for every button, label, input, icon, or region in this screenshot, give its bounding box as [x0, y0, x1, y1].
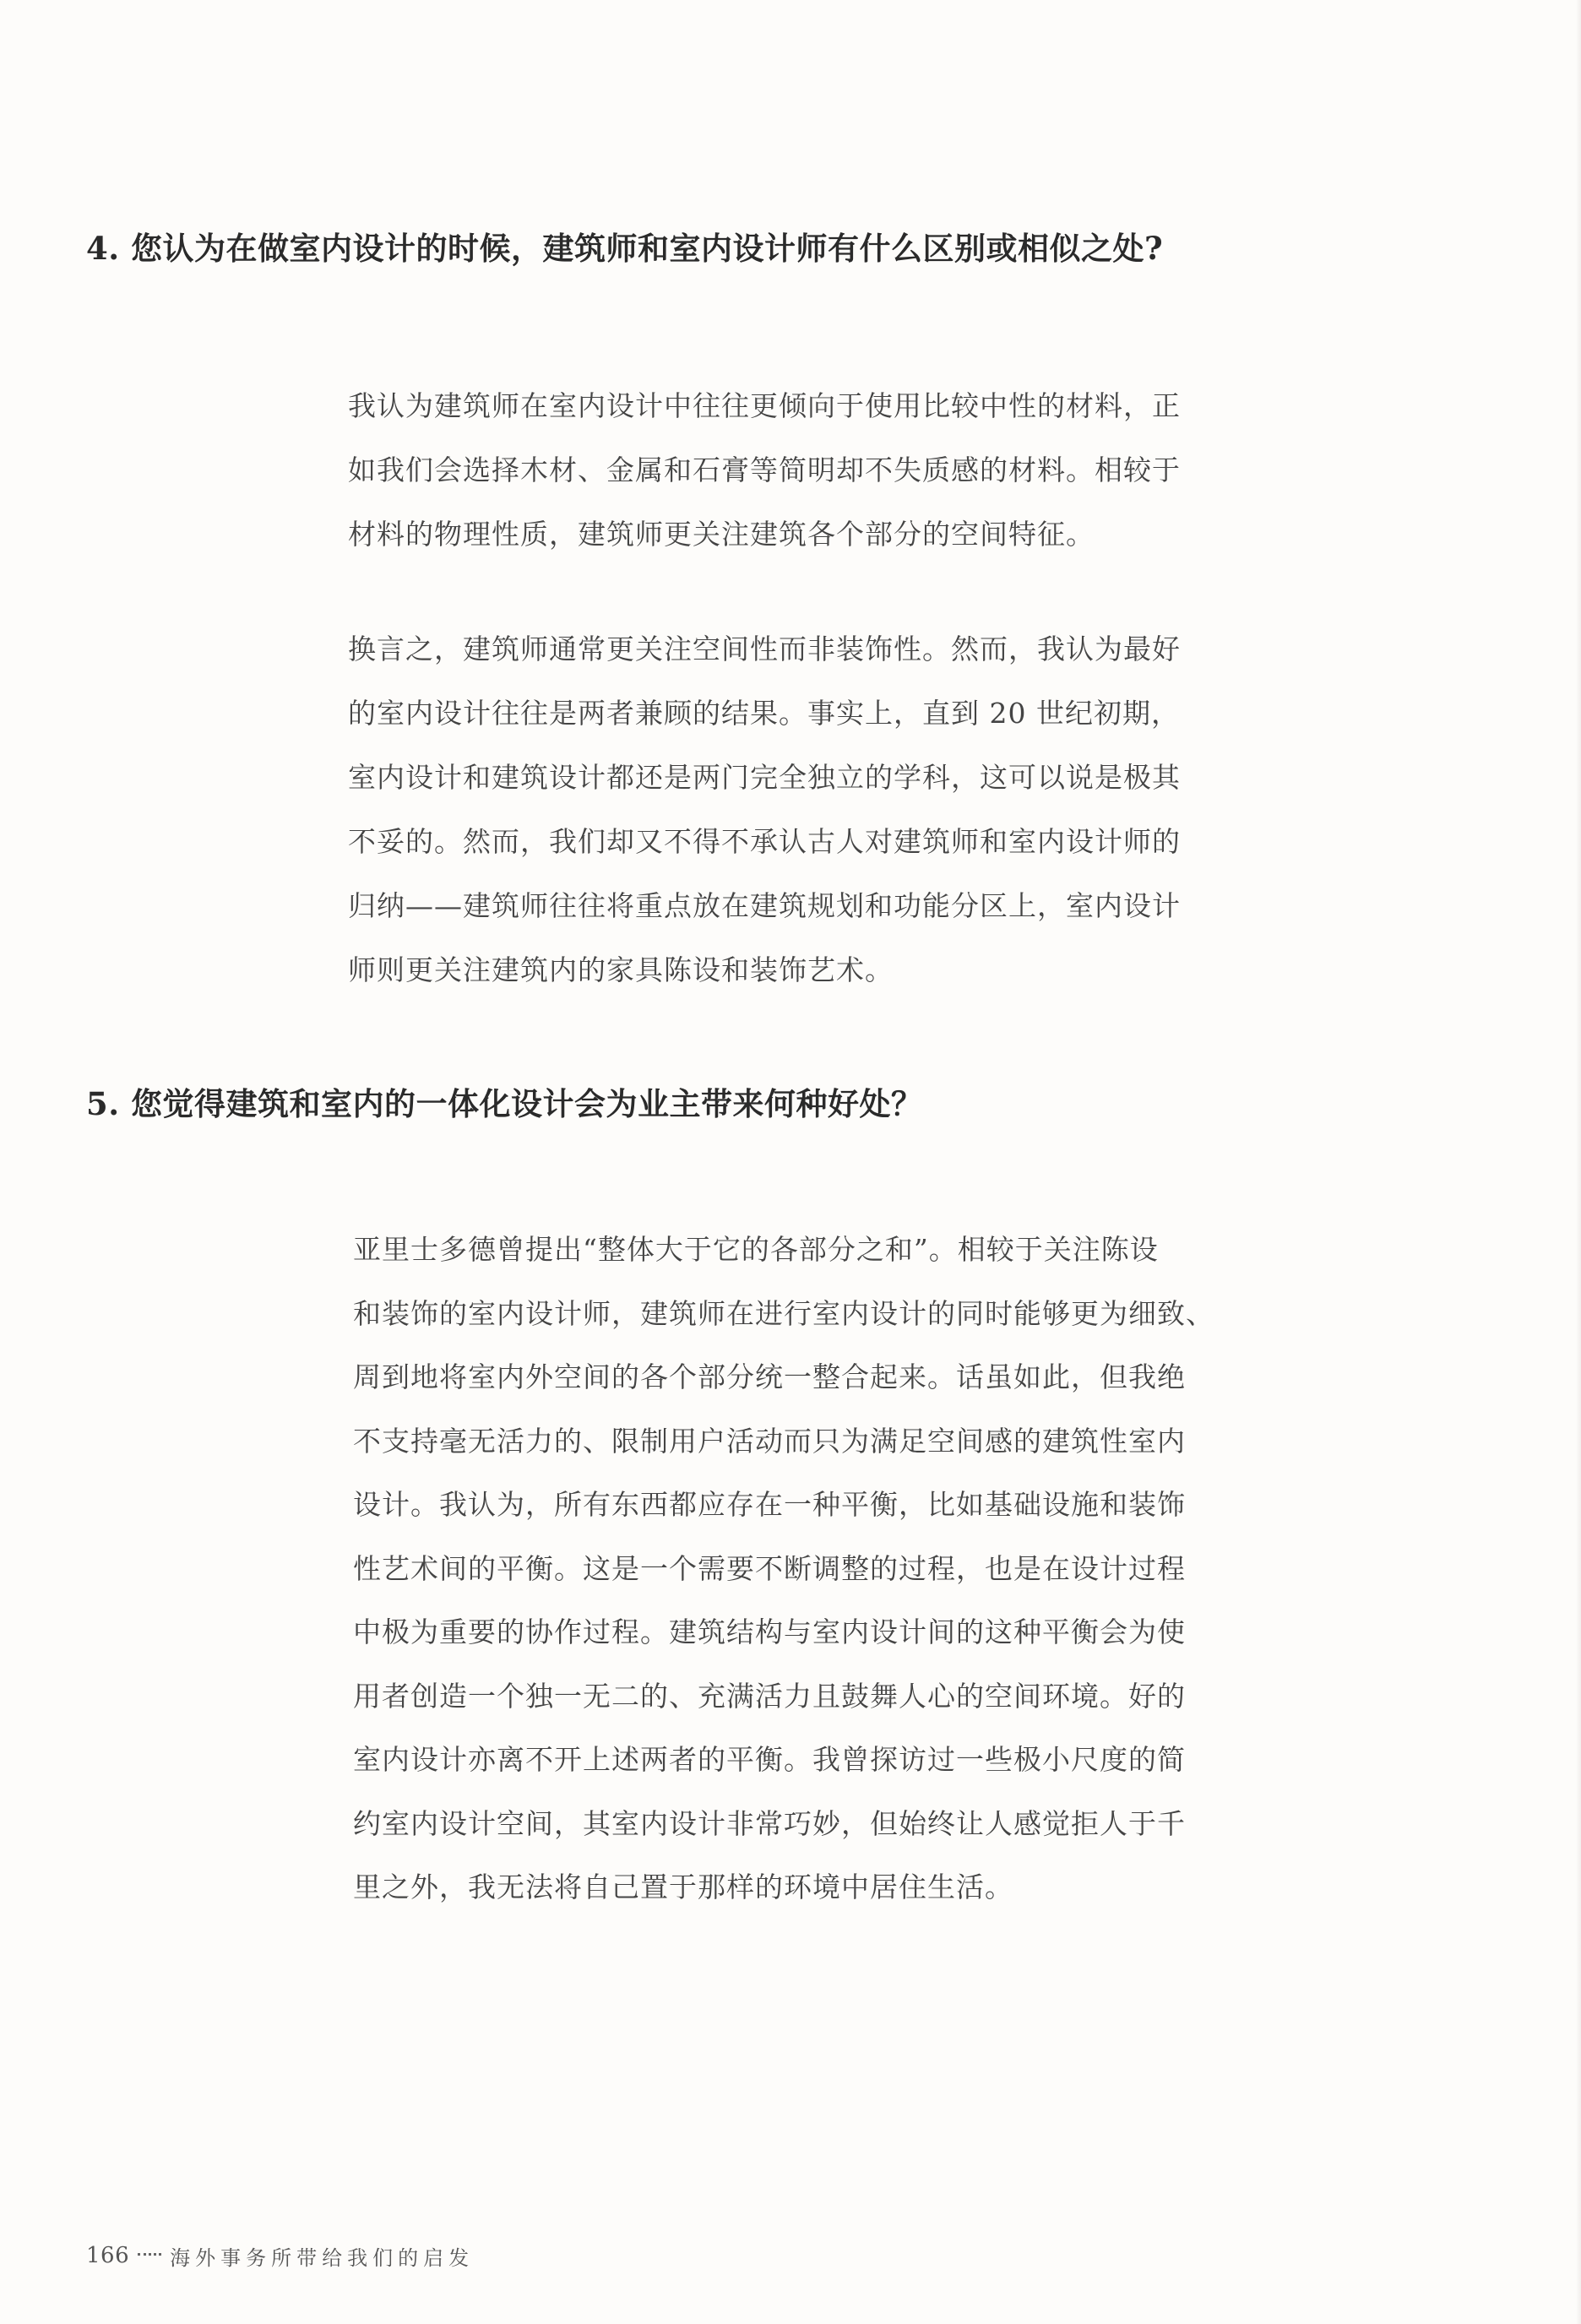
answer-line: 亚里士多德曾提出“整体大于它的各部分之和”。相较于关注陈设 [353, 1233, 1159, 1266]
answer-line: 不支持毫无活力的、限制用户活动而只为满足空间感的建筑性室内 [353, 1424, 1186, 1458]
answer-line: 如我们会选择木材、金属和石膏等简明却不失质感的材料。相较于 [348, 453, 1181, 486]
answer-line: 周到地将室内外空间的各个部分统一整合起来。话虽如此，但我绝 [353, 1360, 1186, 1393]
answer-line: 性艺术间的平衡。这是一个需要不断调整的过程，也是在设计过程 [353, 1551, 1186, 1585]
running-title: 海外事务所带给我们的启发 [170, 2245, 475, 2270]
answer-line: 和装饰的室内设计师，建筑师在进行室内设计的同时能够更为细致、 [353, 1296, 1214, 1330]
answer-line: 换言之，建筑师通常更关注空间性而非装饰性。然而，我认为最好 [348, 633, 1181, 665]
answer-line: 用者创造一个独一无二的、充满活力且鼓舞人心的空间环境。好的 [353, 1679, 1186, 1713]
page-number: 166 [86, 2243, 130, 2268]
answer-line: 中极为重要的协作过程。建筑结构与室内设计间的这种平衡会为使 [353, 1615, 1186, 1648]
answer-line: 设计。我认为，所有东西都应存在一种平衡，比如基础设施和装饰 [353, 1488, 1186, 1521]
answer-line: 室内设计亦离不开上述两者的平衡。我曾探访过一些极小尺度的简 [353, 1743, 1186, 1776]
question-4-answer-paragraph-1 [348, 374, 1280, 567]
answer-line: 师则更关注建筑内的家具陈设和装饰艺术。 [348, 953, 894, 986]
answer-line: 我认为建筑师在室内设计中往往更倾向于使用比较中性的材料，正 [348, 389, 1181, 422]
answer-line: 里之外，我无法将自己置于那样的环境中居住生活。 [353, 1871, 1013, 1903]
answer-line: 室内设计和建筑设计都还是两门完全独立的学科，这可以说是极其 [348, 761, 1181, 794]
question-4-answer-paragraph-2 [348, 617, 1280, 1002]
question-4-heading: 4. 您认为在做室内设计的时候，建筑师和室内设计师有什么区别或相似之处? [86, 230, 1164, 267]
question-5-heading: 5. 您觉得建筑和室内的一体化设计会为业主带来何种好处？ [86, 1085, 923, 1122]
answer-line: 归纳——建筑师往往将重点放在建筑规划和功能分区上，室内设计 [348, 889, 1181, 922]
answer-line: 材料的物理性质，建筑师更关注建筑各个部分的空间特征。 [348, 518, 1095, 551]
answer-line: 不妥的。然而，我们却又不得不承认古人对建筑师和室内设计师的 [348, 825, 1181, 858]
answer-line: 的室内设计往往是两者兼顾的结果。事实上，直到 20 世纪初期， [348, 697, 1180, 730]
page-edge-shadow [1576, 0, 1581, 2324]
page-footer [86, 2239, 474, 2272]
answer-line: 约室内设计空间，其室内设计非常巧妙，但始终让人感觉拒人于千 [353, 1806, 1186, 1840]
footer-separator [138, 2253, 161, 2256]
question-5-answer-paragraph-1 [353, 1218, 1285, 1919]
